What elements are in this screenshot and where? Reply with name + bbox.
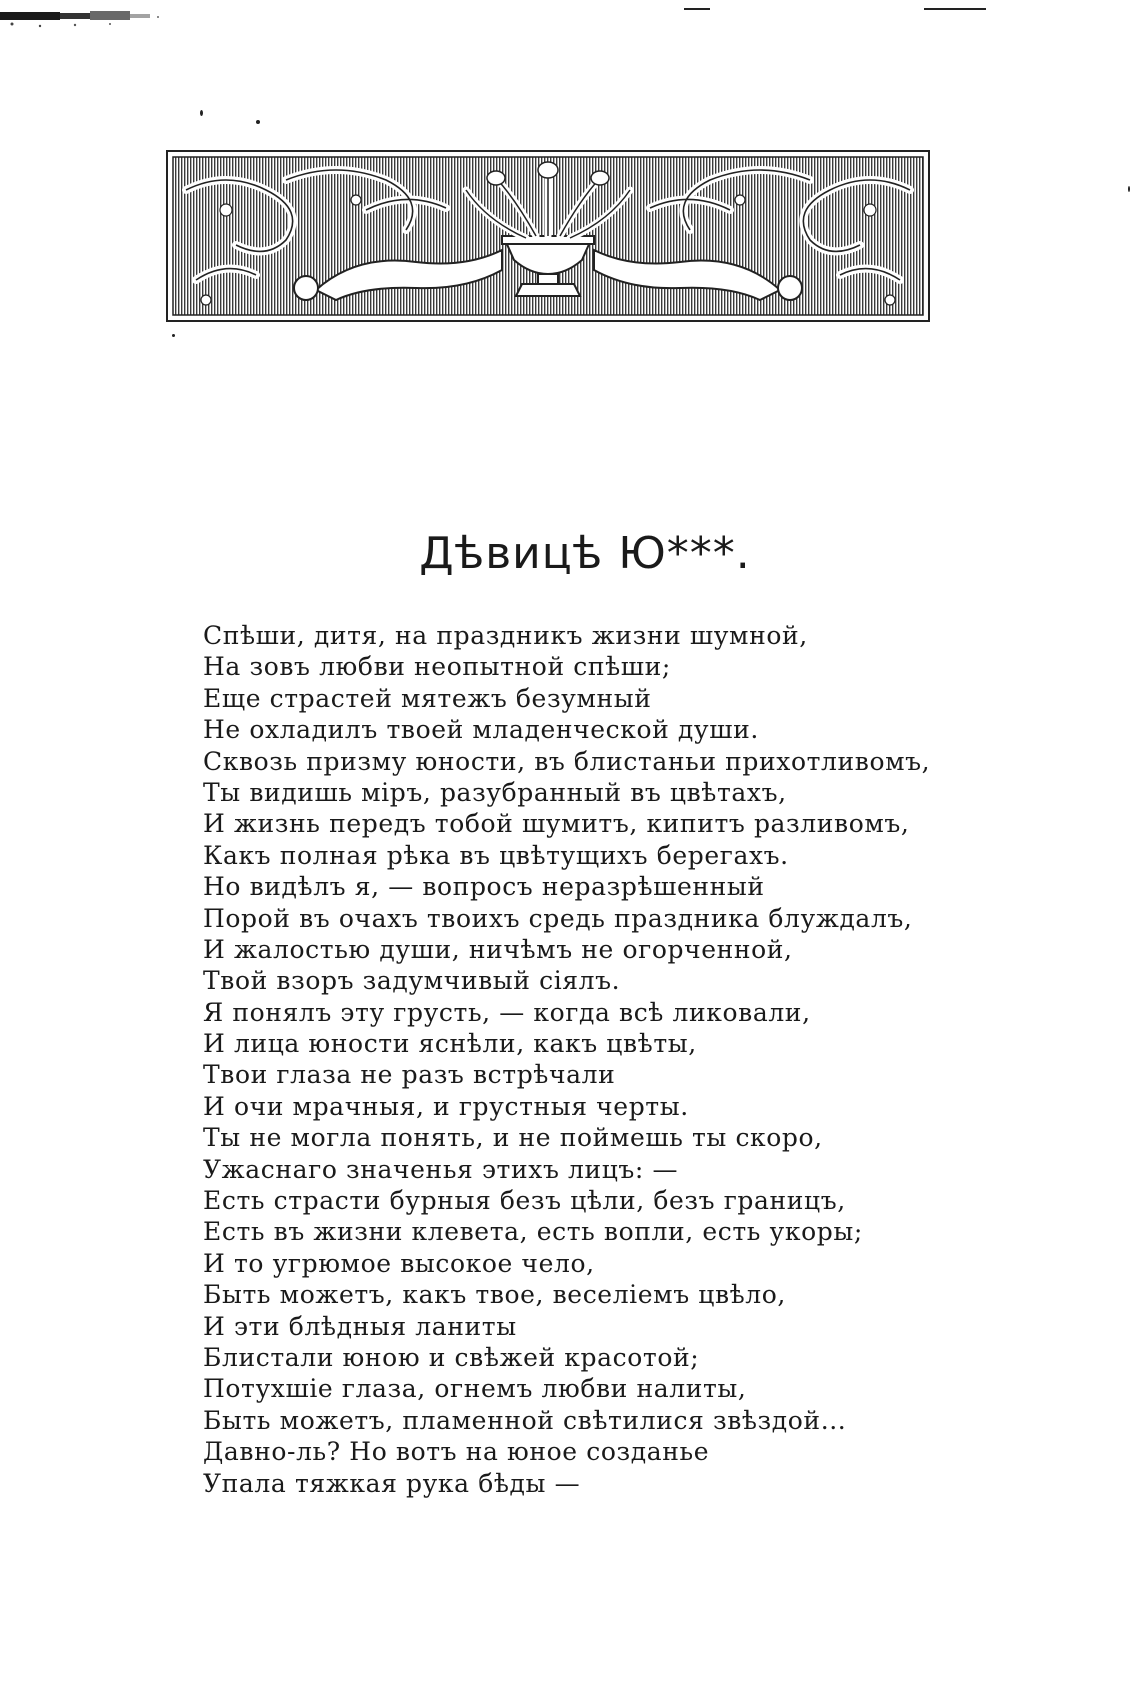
poem-line: Быть можетъ, какъ твое, веселіемъ цвѣло, <box>203 1280 786 1310</box>
scan-artifact-rule <box>924 8 986 10</box>
ornamental-headpiece <box>166 150 930 322</box>
poem-line: И очи мрачныя, и грустныя черты. <box>203 1091 689 1121</box>
poem-line: Твой взоръ задумчивый сіялъ. <box>203 966 621 996</box>
poem-line: Есть страсти бурныя безъ цѣли, безъ границъ, <box>203 1186 846 1216</box>
poem-line: Я понялъ эту грусть, — когда всѣ ликовали, <box>203 997 811 1027</box>
poem-title: Дѣвицѣ Ю***. <box>419 528 751 579</box>
poem-line: Но видѣлъ я, — вопросъ неразрѣшенный <box>203 872 765 902</box>
scan-artifact-mark <box>0 8 165 30</box>
poem-line: Блистали юною и свѣжей красотой; <box>203 1342 700 1372</box>
poem-line: На зовъ любви неопытной спѣши; <box>203 652 671 682</box>
poem-line: Есть въ жизни клевета, есть вопли, есть укоры; <box>203 1217 863 1247</box>
scan-speck <box>172 334 175 337</box>
poem-line: Ужаснаго значенья этихъ лицъ: — <box>203 1154 679 1184</box>
poem-line: Спѣши, дитя, на праздникъ жизни шумной, <box>203 621 808 650</box>
poem-body <box>203 620 963 1499</box>
scan-speck <box>256 120 260 124</box>
poem-line: Ты не могла понять, и не поймешь ты скоро, <box>203 1123 823 1153</box>
poem-line: Какъ полная рѣка въ цвѣтущихъ берегахъ. <box>203 840 789 870</box>
poem-line: Не охладилъ твоей младенческой души. <box>203 715 759 745</box>
poem-line: И то угрюмое высокое чело, <box>203 1248 595 1278</box>
poem-line: Еще страстей мятежъ безумный <box>203 683 652 713</box>
poem-line: Сквозь призму юности, въ блистаньи прихотливомъ, <box>203 746 931 776</box>
scan-speck <box>1128 186 1130 192</box>
poem-line: Порой въ очахъ твоихъ средь праздника блуждалъ, <box>203 903 913 933</box>
scan-artifact-rule <box>684 8 710 10</box>
poem-line: Потухшіе глаза, огнемъ любви налиты, <box>203 1374 747 1404</box>
poem-line: И жизнь передъ тобой шумитъ, кипитъ разливомъ, <box>203 809 910 839</box>
poem-line: И жалостью души, ничѣмъ не огорченной, <box>203 934 793 964</box>
poem-line: Быть можетъ, пламенной свѣтилися звѣздой... <box>203 1405 847 1435</box>
poem-line: Упала тяжкая рука бѣды — <box>203 1468 581 1498</box>
poem-line: Давно-ль? Но вотъ на юное созданье <box>203 1437 710 1467</box>
poem-line: Твои глаза не разъ встрѣчали <box>203 1060 616 1090</box>
poem-line: Ты видишь міръ, разубранный въ цвѣтахъ, <box>203 777 787 807</box>
poem-line: И эти блѣдныя ланиты <box>203 1311 517 1341</box>
poem-line: И лица юности яснѣли, какъ цвѣты, <box>203 1029 697 1059</box>
ornament-vase-scrollwork-icon <box>166 150 930 322</box>
scan-speck <box>200 110 203 116</box>
